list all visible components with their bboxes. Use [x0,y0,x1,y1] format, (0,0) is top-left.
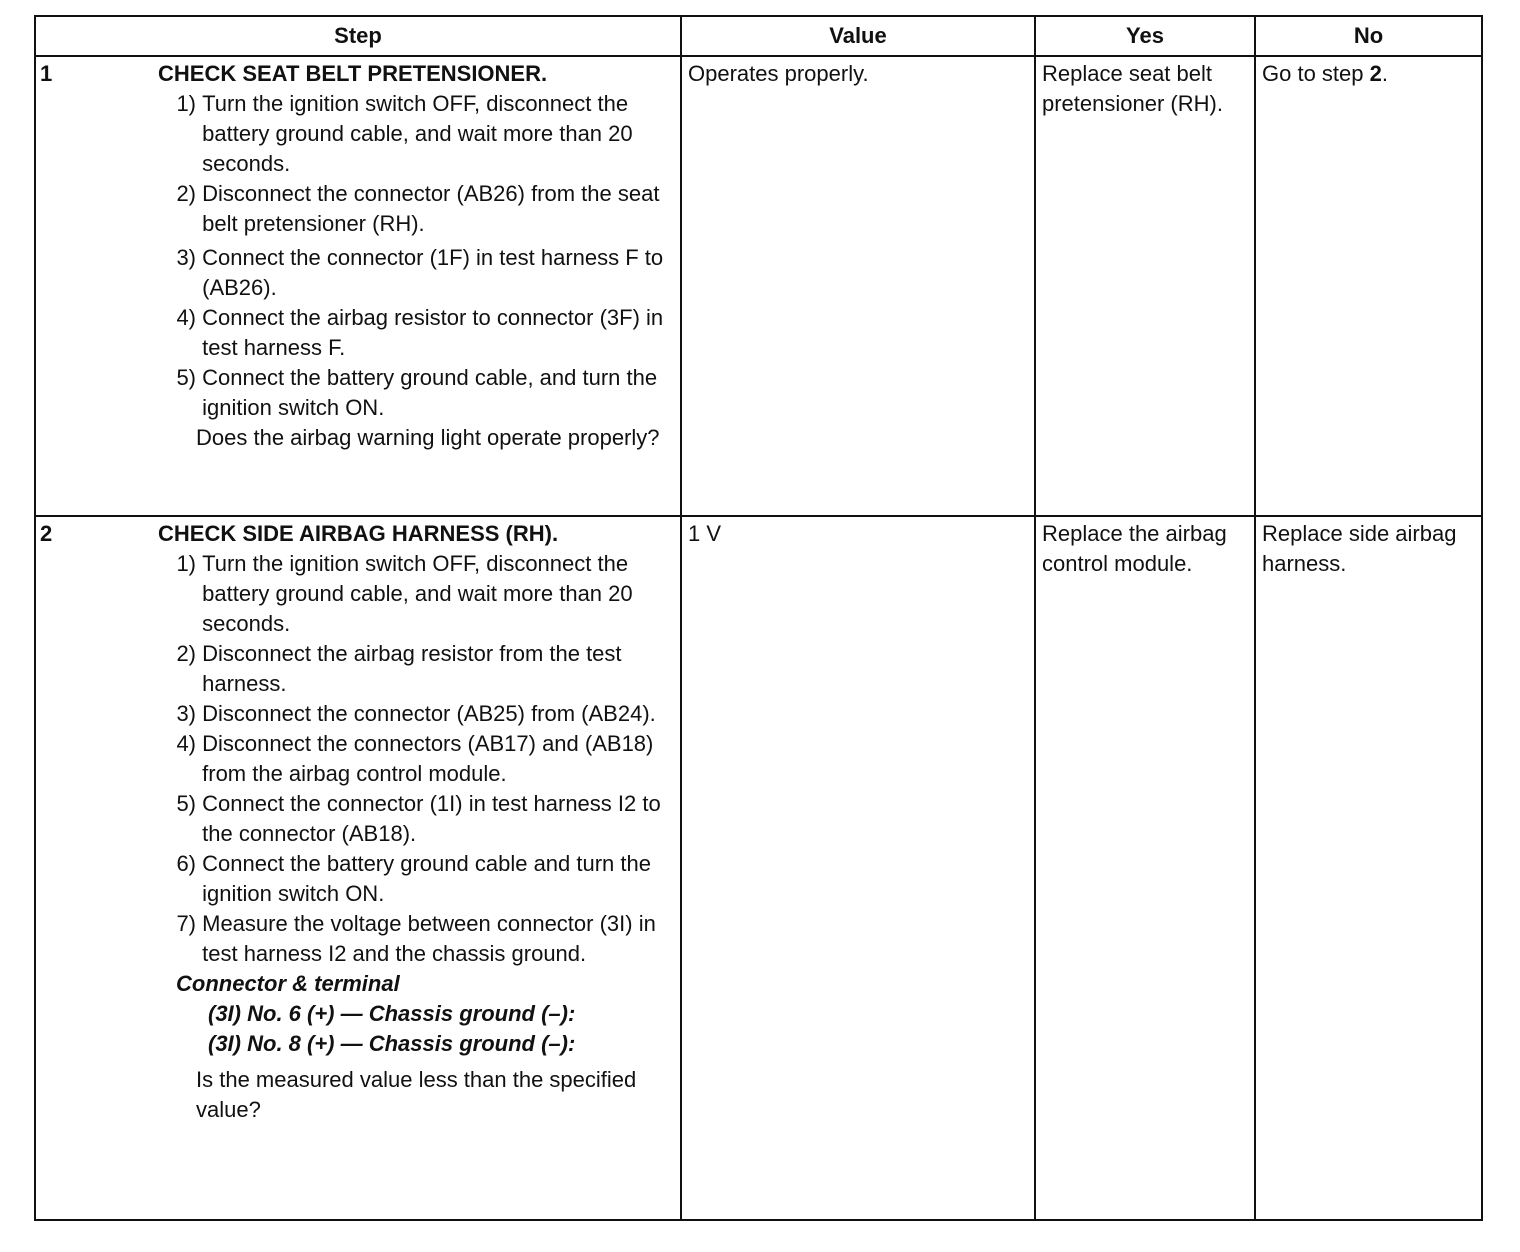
header-yes: Yes [1035,16,1255,56]
step-question: Does the airbag warning light operate properly? [196,425,660,450]
step-number: 1 [40,61,53,86]
header-row [35,16,1482,56]
procedure-item: 4) Connect the airbag resistor to connector (3F) in test harness F. [176,305,664,360]
no-step-ref: 2 [1369,61,1382,86]
procedure-item: 3) Disconnect the connector (AB25) from (AB24). [176,701,656,726]
connector-line: (3I) No. 8 (+) — Chassis ground (–): [208,1031,576,1056]
step-number: 2 [40,521,53,546]
table-row [35,56,1482,516]
header-no: No [1255,16,1482,56]
table-row [35,516,1482,1220]
value-cell [681,516,1035,1220]
connector-line: (3I) No. 6 (+) — Chassis ground (–): [208,1001,576,1026]
step-cell [35,56,681,516]
diagnosis-table [34,15,1483,1221]
procedure-item: 5) Connect the battery ground cable, and turn the ignition switch ON. [176,365,658,420]
step-title: CHECK SEAT BELT PRETENSIONER. [158,61,548,86]
header-value: Value [681,16,1035,56]
procedure-item: 3) Connect the connector (1F) in test harness F to (AB26). [176,245,664,300]
connector-heading: Connector & terminal [176,971,400,996]
procedure-item: 5) Connect the connector (1I) in test harness I2 to the connector (AB18). [176,791,661,846]
procedure-item: 2) Disconnect the connector (AB26) from the seat belt pretensioner (RH). [176,181,660,236]
procedure-item: 2) Disconnect the airbag resistor from the test harness. [176,641,622,696]
procedure-list [158,549,674,969]
procedure-item: 1) Turn the ignition switch OFF, disconnect the battery ground cable, and wait more than 20 seconds. [176,91,633,176]
step-title: CHECK SIDE AIRBAG HARNESS (RH). [158,521,559,546]
value-text: 1 V [688,521,722,546]
step-cell [35,516,681,1220]
header-step: Step [35,16,681,56]
yes-cell [1035,56,1255,516]
procedure-item: 1) Turn the ignition switch OFF, disconnect the battery ground cable, and wait more than 20 seconds. [176,551,633,636]
yes-text: Replace seat belt pretensioner (RH). [1042,61,1223,116]
value-text: Operates properly. [688,61,869,86]
no-cell [1255,56,1482,516]
procedure-item: 6) Connect the battery ground cable and turn the ignition switch ON. [176,851,651,906]
yes-text: Replace the airbag control module. [1042,521,1227,576]
no-text: Replace side airbag harness. [1262,521,1457,576]
no-cell [1255,516,1482,1220]
procedure-item: 4) Disconnect the connectors (AB17) and (AB18) from the airbag control module. [176,731,654,786]
procedure-list [158,89,674,423]
yes-cell [1035,516,1255,1220]
step-question: Is the measured value less than the specified value? [196,1067,637,1122]
value-cell [681,56,1035,516]
procedure-item: 7) Measure the voltage between connector (3I) in test harness I2 and the chassis ground. [176,911,656,966]
no-text: Go to step 2. [1262,61,1388,86]
